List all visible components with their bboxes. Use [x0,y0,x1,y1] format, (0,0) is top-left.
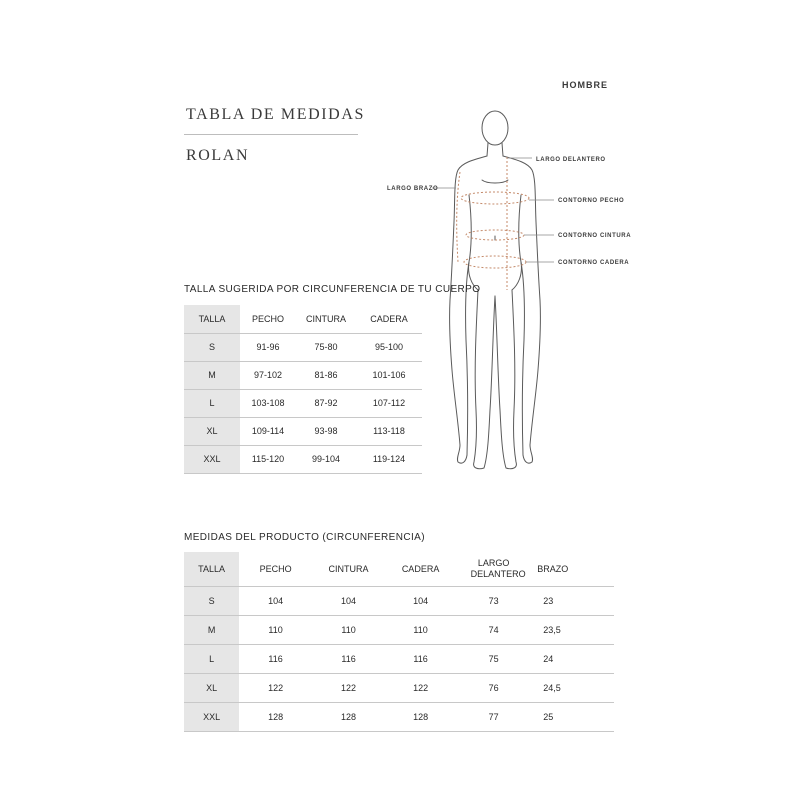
table-header-row [184,305,422,333]
value-cell: 128 [413,711,429,722]
product-name: ROLAN [186,147,250,164]
arm-length-guide [457,172,460,262]
table-row [184,615,614,644]
size-cell: XXL [184,445,240,473]
value-cell: 110 [341,624,356,635]
size-cell: XL [184,673,239,702]
table-row [184,586,614,615]
header-cadera: CADERA [401,563,440,574]
label-contorno-cintura: CONTORNO CINTURA [558,233,632,239]
body-table-title: TALLA SUGERIDA POR CIRCUNFERENCIA DE TU CUERPO [184,284,481,295]
value-cell: 95-100 [374,342,404,352]
value-cell: 73 [488,595,499,606]
product-size-table [184,552,614,732]
hip-guide [464,256,526,268]
title-divider [184,134,358,135]
value-cell: 122 [413,682,429,693]
table-row [184,417,422,445]
value-cell: 91-96 [256,342,280,352]
table-row [184,702,614,731]
size-cell: L [184,389,240,417]
chest-guide [461,192,529,204]
value-cell: 107-112 [372,398,406,408]
value-cell: 122 [341,682,357,693]
value-cell: 75 [488,653,499,664]
header-largo-delantero-text: LARGO DELANTERO [470,557,526,579]
table-row [184,361,422,389]
size-cell: M [184,361,240,389]
header-largo-delantero [456,552,531,586]
value-cell: 24,5 [543,682,561,693]
header-cadera: CADERA [370,313,408,324]
value-cell: 99-104 [311,454,341,464]
size-cell: S [184,333,240,361]
value-cell: 76 [488,682,499,693]
value-cell: 103-108 [251,398,285,408]
value-cell: 97-102 [253,370,283,380]
header-talla: TALLA [184,305,240,333]
body-size-table [184,305,422,474]
value-cell: 113-118 [373,426,405,436]
value-cell: 74 [488,624,499,635]
header-cintura: CINTURA [306,313,346,324]
gender-label: HOMBRE [562,80,608,90]
header-pecho: PECHO [259,563,292,574]
header-pecho: PECHO [251,313,284,324]
value-cell: 116 [268,653,283,664]
value-cell: 128 [341,711,357,722]
size-cell: L [184,644,239,673]
value-cell: 110 [268,624,283,635]
table-row [184,333,422,361]
value-cell: 77 [488,711,499,722]
header-brazo: BRAZO [537,563,569,574]
table-header-row [184,552,614,586]
value-cell: 93-98 [314,426,338,436]
table-row [184,389,422,417]
table-row [184,445,422,473]
page-title: TABLA DE MEDIDAS [186,106,365,123]
label-contorno-pecho: CONTORNO PECHO [558,198,625,204]
value-cell: 101-106 [372,370,406,380]
value-cell: 104 [341,595,357,606]
table-row [184,644,614,673]
value-cell: 23,5 [543,624,561,635]
value-cell: 104 [268,595,284,606]
size-cell: S [184,586,239,615]
product-table-title: MEDIDAS DEL PRODUCTO (CIRCUNFERENCIA) [184,532,425,543]
value-cell: 110 [413,624,428,635]
value-cell: 87-92 [314,398,338,408]
value-cell: 81-86 [314,370,338,380]
table-row [184,673,614,702]
size-cell: M [184,615,239,644]
label-largo-brazo: LARGO BRAZO [387,186,439,192]
value-cell: 116 [413,653,428,664]
label-contorno-cadera: CONTORNO CADERA [558,260,630,266]
value-cell: 122 [268,682,284,693]
header-cintura: CINTURA [328,563,369,574]
label-largo-delantero: LARGO DELANTERO [536,157,606,163]
value-cell: 109-114 [251,426,285,436]
value-cell: 23 [543,595,554,606]
value-cell: 119-124 [372,454,406,464]
value-cell: 75-80 [314,342,338,352]
value-cell: 104 [413,595,429,606]
value-cell: 128 [268,711,284,722]
value-cell: 24 [543,653,554,664]
value-cell: 115-120 [251,454,285,464]
value-cell: 25 [543,711,554,722]
size-cell: XL [184,417,240,445]
size-cell: XXL [184,702,239,731]
header-talla: TALLA [184,552,239,586]
value-cell: 116 [341,653,356,664]
